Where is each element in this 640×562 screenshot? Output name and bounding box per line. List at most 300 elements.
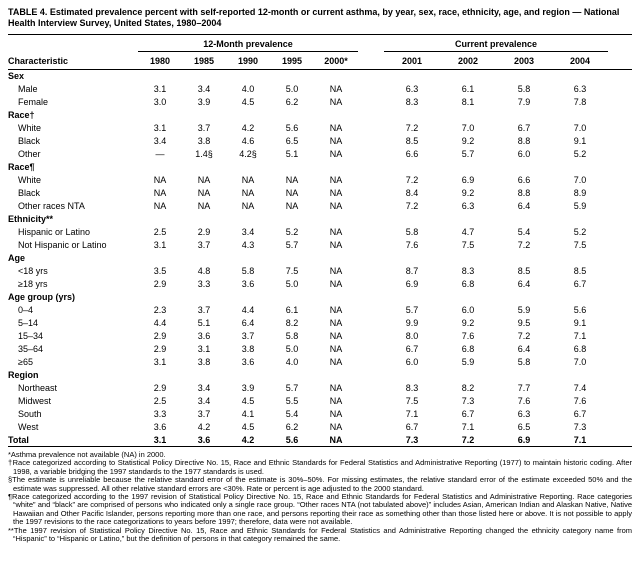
value-cell: 6.9 xyxy=(496,434,552,447)
value-cell: NA xyxy=(153,188,167,198)
value-cell: 3.4 xyxy=(197,84,211,94)
value-cell: 3.7 xyxy=(197,123,211,133)
value-cell: 3.1 xyxy=(153,123,167,133)
column-pad xyxy=(608,83,632,96)
table-section-row xyxy=(8,161,632,174)
column-gap xyxy=(358,187,384,200)
table-row xyxy=(8,317,632,330)
value-cell: 6.7 xyxy=(573,279,587,289)
column-gap xyxy=(358,200,384,213)
value-cell: NA xyxy=(329,175,343,185)
footnote: †Race categorized according to Statistical Policy Directive No. 15, Race and Ethnic Standards for Federal Statistics and Administrative Reporting (1977) to maintain historic coding. After 1998, a variable bridging the 1997 standards to the 1977 standards is used. xyxy=(8,458,632,476)
value-cell: 6.0 xyxy=(517,149,531,159)
value-cell: 5.7 xyxy=(285,240,299,250)
value-cell: 7.2 xyxy=(517,240,531,250)
column-pad xyxy=(608,239,632,252)
table-section-row xyxy=(8,252,632,265)
value-cell: 7.3 xyxy=(573,422,587,432)
column-gap xyxy=(358,421,384,434)
column-pad xyxy=(608,96,632,109)
year-header: 2004 xyxy=(552,52,608,70)
year-header: 2002 xyxy=(440,52,496,70)
value-cell: NA xyxy=(329,279,343,289)
value-cell: 3.1 xyxy=(138,434,182,447)
row-label: White xyxy=(18,175,42,185)
column-pad xyxy=(608,52,632,70)
column-gap xyxy=(358,330,384,343)
value-cell: 5.9 xyxy=(573,201,587,211)
footnote: §The estimate is unreliable because the relative standard error of the estimate is 30%–50%. For missing estimates, the relative standard error of the estimate exceeded 50% and the estimate was suppressed. All other relative standard errors are <30%. Rate or percent is age adjusted to the 2000 standard. xyxy=(8,475,632,493)
row-label: West xyxy=(18,422,39,432)
value-cell: 8.3 xyxy=(461,266,475,276)
value-cell: 7.5 xyxy=(405,396,419,406)
value-cell: 5.8 xyxy=(517,84,531,94)
value-cell: 7.0 xyxy=(461,123,475,133)
column-gap xyxy=(358,434,384,447)
value-cell: 6.6 xyxy=(517,175,531,185)
empty-cells xyxy=(138,252,632,265)
column-gap xyxy=(358,317,384,330)
value-cell: 8.1 xyxy=(461,97,475,107)
column-gap xyxy=(358,356,384,369)
row-label: Male xyxy=(18,84,38,94)
section-label: Ethnicity** xyxy=(8,214,54,224)
column-gap xyxy=(358,395,384,408)
section-label: Race¶ xyxy=(8,162,35,172)
value-cell: 6.9 xyxy=(405,279,419,289)
year-header: 1985 xyxy=(182,52,226,70)
column-gap xyxy=(358,174,384,187)
value-cell: 1.4§ xyxy=(195,149,213,159)
column-gap xyxy=(358,265,384,278)
value-cell: 4.2 xyxy=(241,123,255,133)
value-cell: NA xyxy=(329,149,343,159)
year-header: 1980 xyxy=(138,52,182,70)
value-cell: 7.7 xyxy=(517,383,531,393)
value-cell: NA xyxy=(329,227,343,237)
value-cell: 6.3 xyxy=(573,84,587,94)
value-cell: 6.1 xyxy=(461,84,475,94)
value-cell: 7.6 xyxy=(405,240,419,250)
value-cell: 5.8 xyxy=(241,266,255,276)
footnote: *Asthma prevalence not available (NA) in 2000. xyxy=(8,450,166,459)
table-row xyxy=(8,174,632,187)
value-cell: 6.8 xyxy=(461,344,475,354)
value-cell: 5.4 xyxy=(517,227,531,237)
value-cell: 6.4 xyxy=(517,201,531,211)
empty-cells xyxy=(138,161,632,174)
value-cell: 3.7 xyxy=(197,305,211,315)
table-section-row xyxy=(8,70,632,83)
value-cell: 6.2 xyxy=(285,422,299,432)
value-cell: 4.5 xyxy=(241,97,255,107)
column-gap xyxy=(358,148,384,161)
value-cell: 7.2 xyxy=(440,434,496,447)
value-cell: 3.9 xyxy=(241,383,255,393)
column-gap xyxy=(358,382,384,395)
table-row xyxy=(8,135,632,148)
value-cell: 3.7 xyxy=(197,240,211,250)
table-row xyxy=(8,356,632,369)
value-cell: 4.2§ xyxy=(239,149,257,159)
empty-cells xyxy=(138,109,632,122)
value-cell: 7.0 xyxy=(573,123,587,133)
value-cell: 7.2 xyxy=(517,331,531,341)
column-pad xyxy=(608,148,632,161)
value-cell: 3.4 xyxy=(153,136,167,146)
column-gap xyxy=(358,239,384,252)
value-cell: NA xyxy=(329,201,343,211)
table-row xyxy=(8,382,632,395)
value-cell: 3.7 xyxy=(241,331,255,341)
year-header: 1995 xyxy=(270,52,314,70)
value-cell: 3.8 xyxy=(241,344,255,354)
column-pad xyxy=(608,35,632,52)
value-cell: NA xyxy=(329,84,343,94)
table-section-row xyxy=(8,109,632,122)
section-label: Region xyxy=(8,370,39,380)
column-pad xyxy=(608,304,632,317)
col-header-characteristic: Characteristic xyxy=(8,35,138,70)
column-pad xyxy=(608,421,632,434)
value-cell: 7.1 xyxy=(573,331,587,341)
value-cell: 5.0 xyxy=(285,279,299,289)
value-cell: 7.6 xyxy=(517,396,531,406)
value-cell: 8.0 xyxy=(405,331,419,341)
section-label: Age xyxy=(8,253,26,263)
value-cell: NA xyxy=(329,331,343,341)
value-cell: 9.2 xyxy=(461,188,475,198)
value-cell: 6.2 xyxy=(285,97,299,107)
value-cell: 7.0 xyxy=(573,175,587,185)
value-cell: 4.1 xyxy=(241,409,255,419)
col-group-current-header: Current prevalence xyxy=(384,35,608,52)
row-label: South xyxy=(18,409,42,419)
column-pad xyxy=(608,122,632,135)
value-cell: 2.9 xyxy=(153,344,167,354)
column-gap xyxy=(358,83,384,96)
value-cell: 6.3 xyxy=(461,201,475,211)
value-cell: 2.9 xyxy=(153,331,167,341)
year-header: 2001 xyxy=(384,52,440,70)
value-cell: NA xyxy=(329,396,343,406)
value-cell: 5.7 xyxy=(405,305,419,315)
value-cell: 6.5 xyxy=(517,422,531,432)
row-label: 5–14 xyxy=(18,318,39,328)
value-cell: 3.6 xyxy=(241,279,255,289)
table-section-row xyxy=(8,369,632,382)
footnote: **The 1997 revision of Statistical Policy Directive No. 15, Race and Ethnic Standards for Federal Statistics and Administrative Reporting changed the ethnicity category name from “Hispanic” to “Hispanic or Latino,” but the definition of persons in that category remained the same. xyxy=(8,525,632,544)
column-gap xyxy=(358,226,384,239)
column-pad xyxy=(608,278,632,291)
table-row xyxy=(8,421,632,434)
empty-cells xyxy=(138,70,632,83)
value-cell: 4.0 xyxy=(241,84,255,94)
value-cell: 8.9 xyxy=(573,188,587,198)
value-cell: 8.7 xyxy=(405,266,419,276)
value-cell: 3.3 xyxy=(197,279,211,289)
value-cell: 2.9 xyxy=(197,227,211,237)
value-cell: 6.3 xyxy=(405,84,419,94)
year-header: 2003 xyxy=(496,52,552,70)
value-cell: 8.3 xyxy=(405,383,419,393)
value-cell: 6.0 xyxy=(461,305,475,315)
year-header: 1990 xyxy=(226,52,270,70)
value-cell: NA xyxy=(329,97,343,107)
value-cell: 7.3 xyxy=(384,434,440,447)
value-cell: 6.7 xyxy=(405,344,419,354)
value-cell: 3.1 xyxy=(197,344,211,354)
value-cell: 7.5 xyxy=(573,240,587,250)
value-cell: 3.6 xyxy=(241,357,255,367)
value-cell: 6.5 xyxy=(285,136,299,146)
value-cell: NA xyxy=(329,318,343,328)
value-cell: 6.1 xyxy=(285,305,299,315)
value-cell: 9.2 xyxy=(461,318,475,328)
value-cell: 5.2 xyxy=(573,149,587,159)
table-section-row xyxy=(8,291,632,304)
year-header: 2000* xyxy=(314,52,358,70)
table-row xyxy=(8,96,632,109)
value-cell: 4.4 xyxy=(153,318,167,328)
value-cell: NA xyxy=(285,201,299,211)
value-cell: 5.1 xyxy=(285,149,299,159)
value-cell: 2.5 xyxy=(153,396,167,406)
value-cell: 4.2 xyxy=(226,434,270,447)
value-cell: 8.8 xyxy=(517,136,531,146)
column-gap xyxy=(358,304,384,317)
value-cell: 3.6 xyxy=(153,422,167,432)
value-cell: 9.1 xyxy=(573,318,587,328)
table-row xyxy=(8,278,632,291)
value-cell: 2.9 xyxy=(153,383,167,393)
value-cell: 7.1 xyxy=(405,409,419,419)
column-gap xyxy=(358,408,384,421)
value-cell: 6.9 xyxy=(461,175,475,185)
value-cell: 8.3 xyxy=(405,97,419,107)
column-gap xyxy=(358,96,384,109)
value-cell: 5.1 xyxy=(197,318,211,328)
value-cell: 9.2 xyxy=(461,136,475,146)
value-cell: 3.5 xyxy=(153,266,167,276)
value-cell: 5.2 xyxy=(573,227,587,237)
value-cell: 6.7 xyxy=(405,422,419,432)
value-cell: 9.9 xyxy=(405,318,419,328)
table-row xyxy=(8,343,632,356)
value-cell: 7.2 xyxy=(405,175,419,185)
column-gap xyxy=(358,343,384,356)
value-cell: 6.6 xyxy=(405,149,419,159)
table-row xyxy=(8,304,632,317)
column-pad xyxy=(608,434,632,447)
value-cell: 4.6 xyxy=(241,136,255,146)
value-cell: NA xyxy=(241,175,255,185)
value-cell: 7.0 xyxy=(573,357,587,367)
value-cell: 4.5 xyxy=(241,422,255,432)
value-cell: 7.2 xyxy=(405,201,419,211)
prevalence-table xyxy=(8,34,632,447)
table-row xyxy=(8,408,632,421)
value-cell: 4.8 xyxy=(197,266,211,276)
value-cell: 5.0 xyxy=(285,344,299,354)
value-cell: 6.7 xyxy=(461,409,475,419)
value-cell: 3.7 xyxy=(197,409,211,419)
value-cell: NA xyxy=(329,123,343,133)
value-cell: 7.5 xyxy=(461,240,475,250)
value-cell: 5.6 xyxy=(285,123,299,133)
value-cell: NA xyxy=(329,383,343,393)
value-cell: 5.9 xyxy=(517,305,531,315)
value-cell: 5.7 xyxy=(285,383,299,393)
value-cell: 5.9 xyxy=(461,357,475,367)
row-label: Female xyxy=(18,97,49,107)
value-cell: 6.4 xyxy=(241,318,255,328)
value-cell: NA xyxy=(285,175,299,185)
column-pad xyxy=(608,226,632,239)
column-gap xyxy=(358,52,384,70)
row-label: Other xyxy=(18,149,41,159)
value-cell: 4.7 xyxy=(461,227,475,237)
value-cell: 2.3 xyxy=(153,305,167,315)
value-cell: NA xyxy=(329,188,343,198)
value-cell: 6.4 xyxy=(517,279,531,289)
col-group-12month-header: 12-Month prevalence xyxy=(138,35,358,52)
empty-cells xyxy=(138,369,632,382)
value-cell: 7.2 xyxy=(405,123,419,133)
column-pad xyxy=(608,174,632,187)
column-pad xyxy=(608,265,632,278)
value-cell: 3.1 xyxy=(153,84,167,94)
value-cell: NA xyxy=(329,266,343,276)
value-cell: 3.1 xyxy=(153,240,167,250)
value-cell: 7.1 xyxy=(461,422,475,432)
section-label: Sex xyxy=(8,71,25,82)
value-cell: — xyxy=(155,149,165,159)
value-cell: 5.7 xyxy=(461,149,475,159)
value-cell: 4.2 xyxy=(197,422,211,432)
value-cell: NA xyxy=(197,201,211,211)
value-cell: 5.8 xyxy=(405,227,419,237)
value-cell: 5.0 xyxy=(285,84,299,94)
row-label: Black xyxy=(18,188,41,198)
footnote: ¶Race categorized according to the 1997 revision of Statistical Policy Directive No. 15, Race and Ethnic Standards for Federal Statistics and Administrative Reporting. Race categories “white” and “black” are comprised of persons who indicated only a single race group. “Other races NTA (not tabulated above)” includes Asian, American Indian and Alaskan Native, Native Hawaiian and Other Pacific Islander, persons reporting more than one race, and persons reporting their race as something other than those listed here or above. It is not possible to apply the 1997 revisions to the race categorizations to years before 1997; therefore, data were not available. xyxy=(8,492,632,527)
value-cell: 5.6 xyxy=(573,305,587,315)
column-pad xyxy=(608,343,632,356)
value-cell: 3.4 xyxy=(241,227,255,237)
column-pad xyxy=(608,330,632,343)
row-label: Hispanic or Latino xyxy=(18,227,91,237)
value-cell: 3.1 xyxy=(153,357,167,367)
row-label: <18 yrs xyxy=(18,266,48,276)
value-cell: 7.6 xyxy=(573,396,587,406)
value-cell: 5.8 xyxy=(285,331,299,341)
value-cell: 6.8 xyxy=(573,344,587,354)
value-cell: 8.4 xyxy=(405,188,419,198)
value-cell: 3.9 xyxy=(197,97,211,107)
value-cell: 3.6 xyxy=(197,331,211,341)
value-cell: NA xyxy=(241,188,255,198)
empty-cells xyxy=(138,291,632,304)
value-cell: 6.7 xyxy=(573,409,587,419)
row-label: Black xyxy=(18,136,41,146)
value-cell: 4.5 xyxy=(241,396,255,406)
value-cell: 2.9 xyxy=(153,279,167,289)
value-cell: NA xyxy=(329,136,343,146)
value-cell: 8.5 xyxy=(517,266,531,276)
value-cell: 3.3 xyxy=(153,409,167,419)
value-cell: 6.4 xyxy=(517,344,531,354)
value-cell: 9.5 xyxy=(517,318,531,328)
table-row xyxy=(8,226,632,239)
value-cell: 3.8 xyxy=(197,357,211,367)
table-section-row xyxy=(8,213,632,226)
table-row xyxy=(8,395,632,408)
value-cell: NA xyxy=(329,422,343,432)
value-cell: NA xyxy=(314,434,358,447)
value-cell: NA xyxy=(153,175,167,185)
column-gap xyxy=(358,122,384,135)
column-pad xyxy=(608,200,632,213)
row-label: ≥18 yrs xyxy=(18,279,48,289)
table-row xyxy=(8,122,632,135)
row-label: Not Hispanic or Latino xyxy=(18,240,107,250)
value-cell: 3.8 xyxy=(197,136,211,146)
value-cell: 3.6 xyxy=(182,434,226,447)
value-cell: NA xyxy=(153,201,167,211)
value-cell: NA xyxy=(197,175,211,185)
value-cell: 5.6 xyxy=(270,434,314,447)
value-cell: 3.4 xyxy=(197,383,211,393)
column-pad xyxy=(608,135,632,148)
value-cell: 2.5 xyxy=(153,227,167,237)
column-pad xyxy=(608,187,632,200)
value-cell: 8.8 xyxy=(517,188,531,198)
value-cell: 3.4 xyxy=(197,396,211,406)
value-cell: 8.5 xyxy=(573,266,587,276)
value-cell: 8.2 xyxy=(285,318,299,328)
footnotes-block xyxy=(8,451,632,543)
value-cell: 5.4 xyxy=(285,409,299,419)
value-cell: NA xyxy=(329,409,343,419)
row-label: ≥65 xyxy=(18,357,33,367)
column-gap xyxy=(358,35,384,52)
table-title: TABLE 4. Estimated prevalence percent with self-reported 12-month or current asthma, by year, sex, race, ethnicity, age, and region — National Health Interview Survey, United States, 1980–2004 xyxy=(8,7,620,28)
value-cell: 7.1 xyxy=(552,434,608,447)
table-row xyxy=(8,148,632,161)
value-cell: 8.2 xyxy=(461,383,475,393)
group-header-row xyxy=(8,35,632,52)
value-cell: 3.0 xyxy=(153,97,167,107)
table-row xyxy=(8,187,632,200)
value-cell: 4.0 xyxy=(285,357,299,367)
value-cell: 9.1 xyxy=(573,136,587,146)
table-row xyxy=(8,200,632,213)
section-label: Race† xyxy=(8,110,35,120)
value-cell: 7.5 xyxy=(285,266,299,276)
value-cell: NA xyxy=(329,357,343,367)
row-label: White xyxy=(18,123,42,133)
column-gap xyxy=(358,135,384,148)
value-cell: NA xyxy=(329,240,343,250)
empty-cells xyxy=(138,213,632,226)
value-cell: 6.7 xyxy=(517,123,531,133)
row-label: Midwest xyxy=(18,396,52,406)
table-body xyxy=(8,70,632,447)
table-row xyxy=(8,434,632,447)
column-pad xyxy=(608,317,632,330)
row-label: Northeast xyxy=(18,383,58,393)
section-label: Age group (yrs) xyxy=(8,292,76,302)
